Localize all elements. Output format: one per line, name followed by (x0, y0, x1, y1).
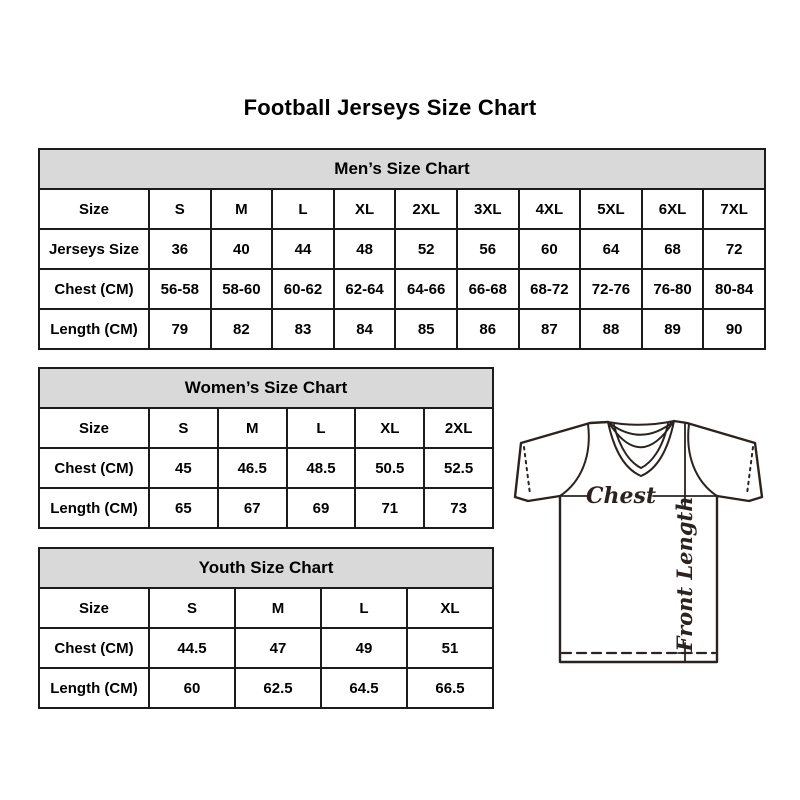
table-header-row (39, 548, 493, 588)
table-cell: 5XL (580, 189, 642, 229)
row-label: Size (39, 408, 149, 448)
row-label: Length (CM) (39, 488, 149, 528)
table-cell: 2XL (424, 408, 493, 448)
table-cell: 50.5 (355, 448, 424, 488)
jersey-armhole-right-seam (688, 424, 717, 496)
table-cell: 68 (642, 229, 704, 269)
womens-table-title: Women’s Size Chart (39, 368, 493, 408)
table-cell: M (218, 408, 287, 448)
table-cell: 64.5 (321, 668, 407, 708)
jersey-diagram (505, 410, 770, 675)
table-cell: 82 (211, 309, 273, 349)
table-row (39, 408, 493, 448)
table-cell: S (149, 408, 218, 448)
jersey-armhole-left-seam (560, 424, 589, 496)
table-cell: L (272, 189, 334, 229)
table-cell: 64 (580, 229, 642, 269)
table-cell: 89 (642, 309, 704, 349)
table-cell: 7XL (703, 189, 765, 229)
row-label: Size (39, 588, 149, 628)
table-cell: 60 (149, 668, 235, 708)
chest-label: Chest (585, 483, 657, 509)
table-cell: 40 (211, 229, 273, 269)
table-cell: 51 (407, 628, 493, 668)
table-cell: 3XL (457, 189, 519, 229)
table-cell: 44.5 (149, 628, 235, 668)
table-cell: 46.5 (218, 448, 287, 488)
table-cell: L (287, 408, 356, 448)
page-title: Football Jerseys Size Chart (243, 95, 537, 120)
table-header-row (39, 149, 765, 189)
table-cell: 64-66 (395, 269, 457, 309)
table-row (39, 668, 493, 708)
table-cell: 45 (149, 448, 218, 488)
table-cell: 79 (149, 309, 211, 349)
table-cell: M (211, 189, 273, 229)
table-cell: M (235, 588, 321, 628)
table-row (39, 309, 765, 349)
table-cell: S (149, 189, 211, 229)
table-cell: 66-68 (457, 269, 519, 309)
table-row (39, 488, 493, 528)
womens-size-table (38, 367, 494, 529)
jersey-collar (608, 421, 674, 476)
table-row (39, 229, 765, 269)
table-cell: 85 (395, 309, 457, 349)
table-cell: 66.5 (407, 668, 493, 708)
table-row (39, 269, 765, 309)
table-cell: 56 (457, 229, 519, 269)
table-cell: 84 (334, 309, 396, 349)
table-cell: 60-62 (272, 269, 334, 309)
table-cell: XL (334, 189, 396, 229)
table-cell: 67 (218, 488, 287, 528)
table-cell: 69 (287, 488, 356, 528)
table-cell: 58-60 (211, 269, 273, 309)
table-cell: 48.5 (287, 448, 356, 488)
row-label: Chest (CM) (39, 269, 149, 309)
table-cell: 68-72 (519, 269, 581, 309)
table-cell: 48 (334, 229, 396, 269)
table-cell: 86 (457, 309, 519, 349)
youth-size-table (38, 547, 494, 709)
front-length-label: Front Length (672, 496, 697, 652)
table-header-row (39, 368, 493, 408)
jersey-cuff-stitch-right (747, 447, 753, 494)
table-cell: 47 (235, 628, 321, 668)
row-label: Jerseys Size (39, 229, 149, 269)
table-cell: 52.5 (424, 448, 493, 488)
table-row (39, 588, 493, 628)
mens-table-title: Men’s Size Chart (39, 149, 765, 189)
row-label: Length (CM) (39, 309, 149, 349)
table-cell: 2XL (395, 189, 457, 229)
row-label: Length (CM) (39, 668, 149, 708)
table-cell: 90 (703, 309, 765, 349)
table-cell: 56-58 (149, 269, 211, 309)
table-cell: 44 (272, 229, 334, 269)
table-cell: 72-76 (580, 269, 642, 309)
table-cell: 49 (321, 628, 407, 668)
table-cell: 36 (149, 229, 211, 269)
table-cell: 65 (149, 488, 218, 528)
table-cell: XL (355, 408, 424, 448)
table-cell: 62.5 (235, 668, 321, 708)
row-label: Size (39, 189, 149, 229)
jersey-outline-shape (515, 421, 762, 662)
table-cell: 72 (703, 229, 765, 269)
table-cell: 76-80 (642, 269, 704, 309)
table-row (39, 189, 765, 229)
table-cell: 52 (395, 229, 457, 269)
table-cell: 80-84 (703, 269, 765, 309)
table-cell: XL (407, 588, 493, 628)
table-cell: S (149, 588, 235, 628)
table-row (39, 628, 493, 668)
table-row (39, 448, 493, 488)
jersey-cuff-stitch-left (524, 447, 530, 494)
mens-size-table (38, 148, 766, 350)
table-cell: L (321, 588, 407, 628)
table-cell: 88 (580, 309, 642, 349)
row-label: Chest (CM) (39, 448, 149, 488)
youth-table-title: Youth Size Chart (39, 548, 493, 588)
table-cell: 60 (519, 229, 581, 269)
table-cell: 71 (355, 488, 424, 528)
table-cell: 6XL (642, 189, 704, 229)
table-cell: 83 (272, 309, 334, 349)
table-cell: 62-64 (334, 269, 396, 309)
table-cell: 73 (424, 488, 493, 528)
row-label: Chest (CM) (39, 628, 149, 668)
table-cell: 4XL (519, 189, 581, 229)
table-cell: 87 (519, 309, 581, 349)
